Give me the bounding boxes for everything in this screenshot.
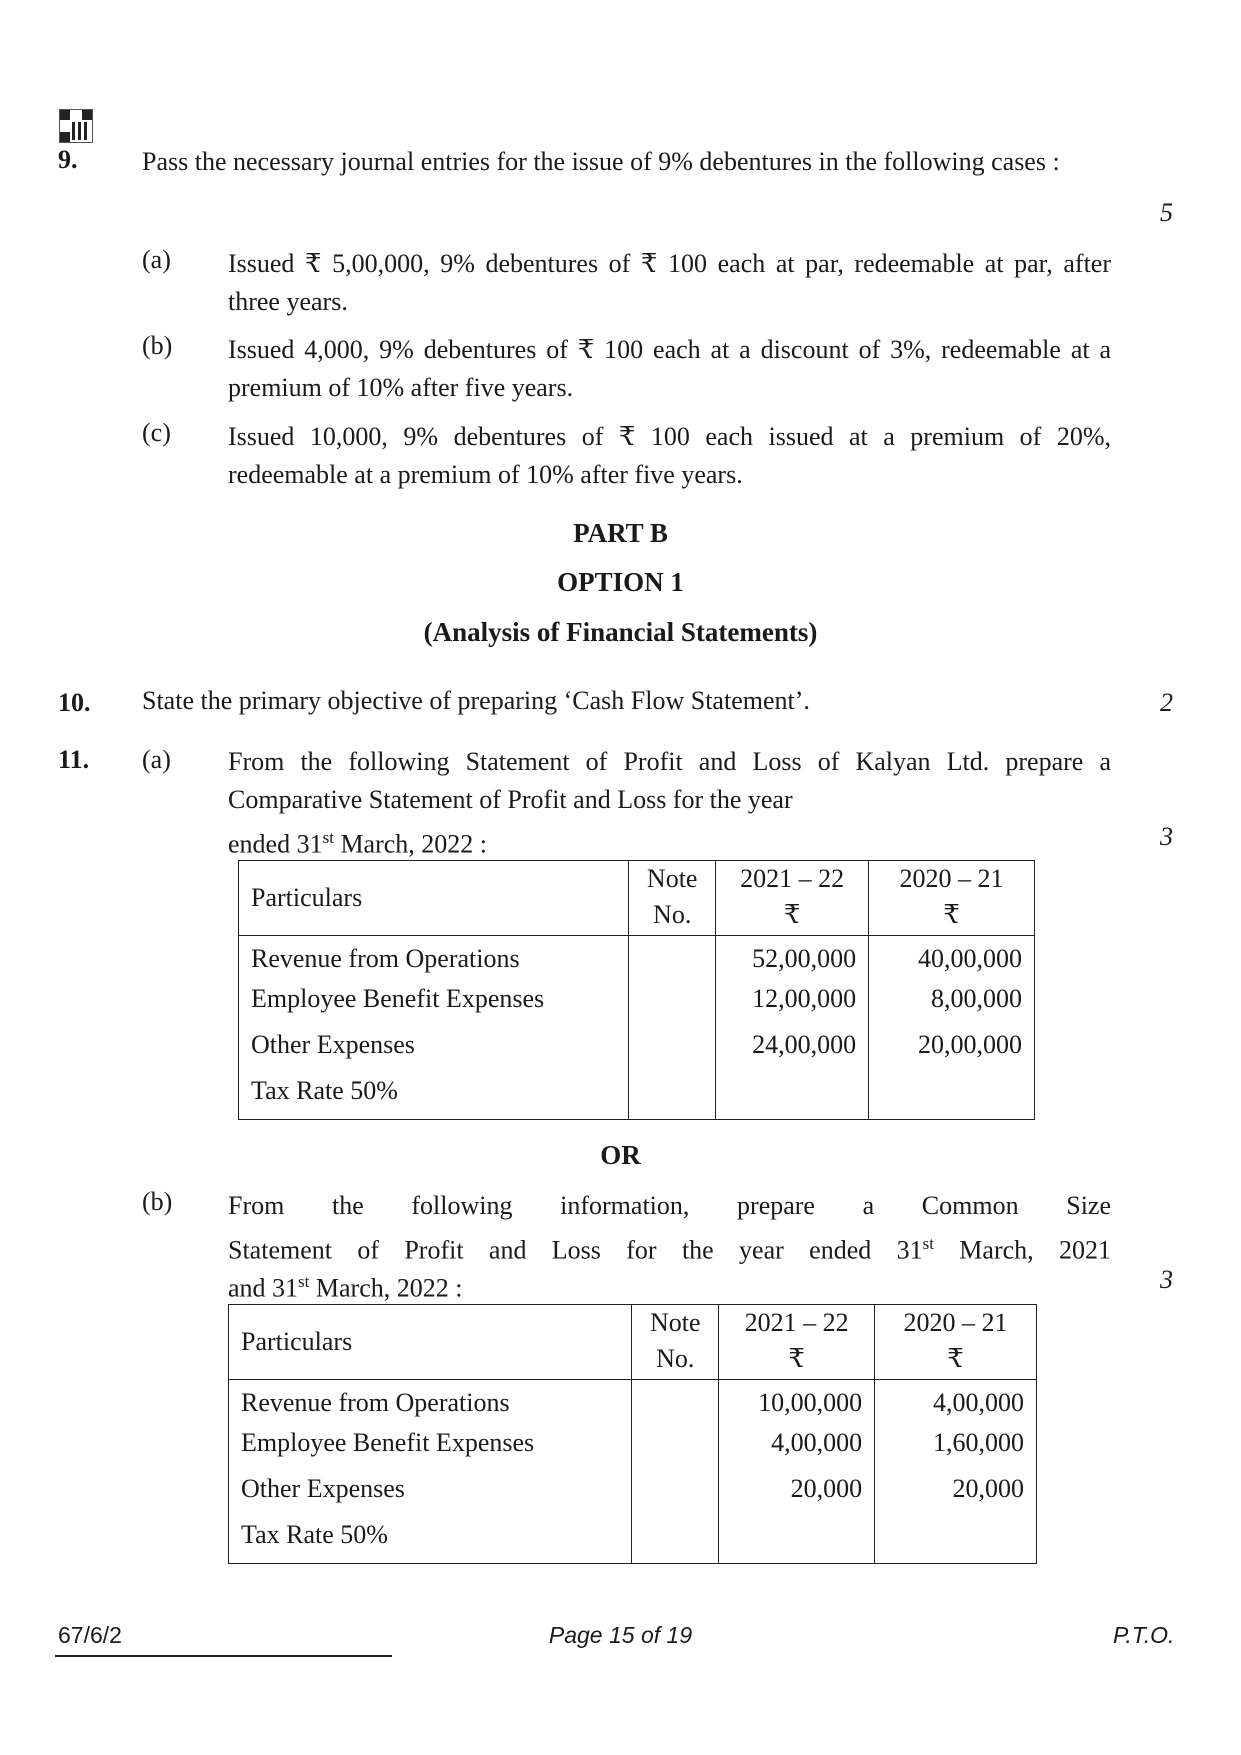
question-number-9: 9. xyxy=(58,145,78,174)
part-b-label: (b) xyxy=(142,1187,173,1216)
header-year-1: 2021 – 22 ₹ xyxy=(716,861,869,936)
part-b-line-2: Statement of Profit and Loss for the year ended 31st March, 2021 xyxy=(228,1234,1111,1265)
header-particulars: Particulars xyxy=(239,861,629,936)
header-particulars: Particulars xyxy=(229,1305,632,1380)
table-row: Tax Rate 50% xyxy=(229,1520,1037,1564)
case-a-label: (a) xyxy=(142,245,171,274)
table-row: Employee Benefit Expenses 4,00,000 1,60,000 xyxy=(229,1428,1037,1474)
part-b-line-3: and 31st March, 2022 : xyxy=(228,1272,463,1303)
part-b-marks: 3 xyxy=(1160,1265,1173,1294)
table-row: Tax Rate 50% xyxy=(239,1076,1035,1120)
rupee-icon: ₹ xyxy=(943,900,960,929)
case-b-label: (b) xyxy=(142,331,173,360)
case-c-text: Issued 10,000, 9% debentures of ₹ 100 each issued at a premium of 20%, redeemable at a premium of 10% after five years. xyxy=(228,422,1111,489)
pto-label: P.T.O. xyxy=(1113,1622,1175,1648)
question-number-10: 10. xyxy=(58,688,91,717)
part-a-label: (a) xyxy=(142,745,171,774)
table-row: Other Expenses 20,000 20,000 xyxy=(229,1474,1037,1520)
question-9-text: Pass the necessary journal entries for the issue of 9% debentures in the following cases : xyxy=(142,147,1060,176)
footer-rule xyxy=(55,1655,392,1657)
case-b-text: Issued 4,000, 9% debentures of ₹ 100 each at a discount of 3%, redeemable at a premium of 10% after five years. xyxy=(228,335,1111,402)
part-b-line-1: From the following information, prepare a Common Size xyxy=(228,1191,1111,1220)
header-year-1: 2021 – 22 ₹ xyxy=(719,1305,875,1380)
table-row: Other Expenses 24,00,000 20,00,000 xyxy=(239,1030,1035,1076)
section-subtitle: (Analysis of Financial Statements) xyxy=(423,617,818,647)
question-10-marks: 2 xyxy=(1160,688,1173,717)
part-a-marks: 3 xyxy=(1160,822,1173,851)
common-size-statement-table xyxy=(228,1304,1037,1564)
table-row: Revenue from Operations 52,00,000 40,00,000 xyxy=(239,936,1035,984)
header-year-2: 2020 – 21 ₹ xyxy=(875,1305,1037,1380)
rupee-icon: ₹ xyxy=(783,900,801,929)
comparative-statement-table xyxy=(238,860,1035,1120)
case-a-text: Issued ₹ 5,00,000, 9% debentures of ₹ 100 each at par, redeemable at par, after three years. xyxy=(228,249,1111,316)
question-10-text: State the primary objective of preparing ‘Cash Flow Statement’. xyxy=(142,686,810,715)
rupee-icon: ₹ xyxy=(788,1344,805,1373)
question-9-marks: 5 xyxy=(1160,198,1173,227)
qr-code-icon xyxy=(60,110,92,142)
page-number: Page 15 of 19 xyxy=(548,1622,693,1648)
part-title: PART B xyxy=(573,518,668,548)
table-row: Employee Benefit Expenses 12,00,000 8,00,000 xyxy=(239,984,1035,1030)
table-row: Revenue from Operations 10,00,000 4,00,000 xyxy=(229,1380,1037,1428)
option-title: OPTION 1 xyxy=(557,567,684,597)
rupee-icon: ₹ xyxy=(947,1344,964,1373)
part-a-text: From the following Statement of Profit and Loss of Kalyan Ltd. prepare a Comparative Statement of Profit and Loss for the year ended 31st March, 2022 : xyxy=(228,747,1111,859)
header-note: Note No. xyxy=(629,861,716,936)
header-note: Note No. xyxy=(632,1305,719,1380)
or-separator: OR xyxy=(600,1140,641,1170)
header-year-2: 2020 – 21 ₹ xyxy=(869,861,1035,936)
paper-code: 67/6/2 xyxy=(58,1622,122,1648)
case-c-label: (c) xyxy=(142,418,171,447)
question-number-11: 11. xyxy=(58,745,90,774)
